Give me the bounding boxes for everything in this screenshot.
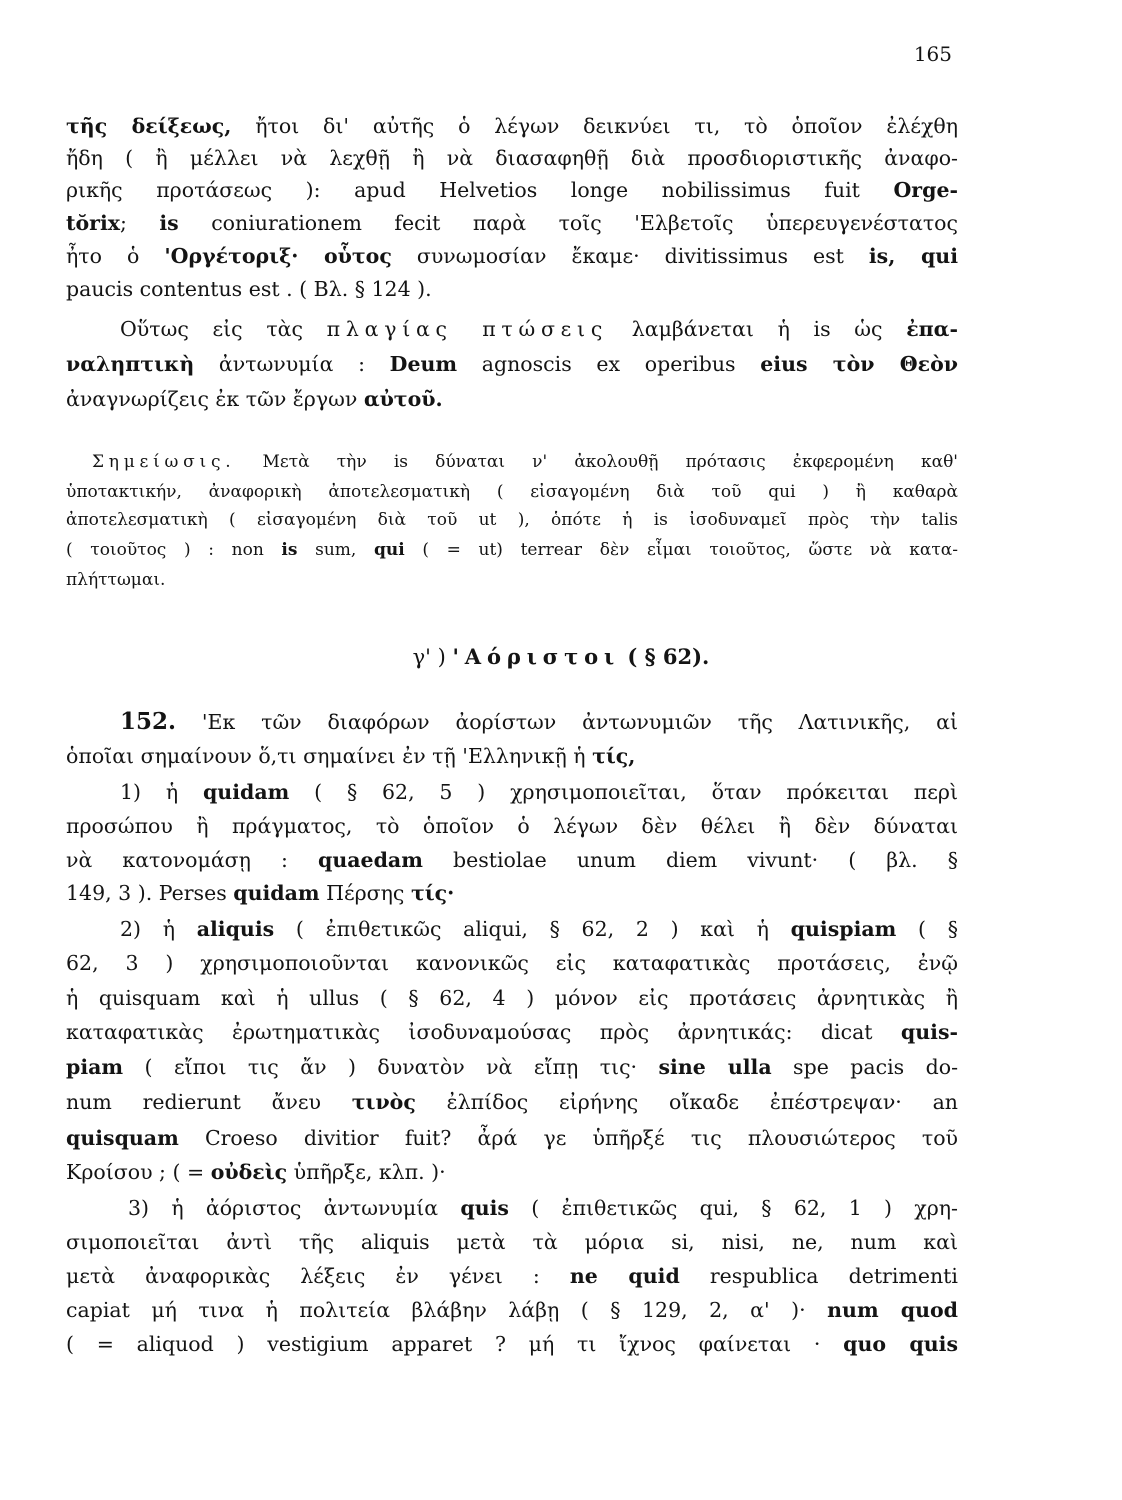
text-line: ρικῆς προτάσεως ): apud Helvetios longe nobilissimus fuit Orge- xyxy=(66,178,958,202)
text-line: 3) ἡ ἀόριστος ἀντωνυμία quis ( ἐπιθετικῶς qui, § 62, 1 ) χρη- xyxy=(128,1196,958,1220)
page-number: 165 xyxy=(913,42,952,66)
text-line: 152. 'Εκ τῶν διαφόρων ἀορίστων ἀντωνυμιῶν τῆς Λατινικῆς, αἱ xyxy=(120,708,958,735)
section-heading: γ' ) 'Αόριστοι ( § 62). xyxy=(412,644,710,669)
text-line: tŏrix; is coniurationem fecit παρὰ τοῖς 'Ελβετοῖς ὑπερευγενέστατος xyxy=(66,211,958,235)
text-line: Οὕτως εἰς τὰς πλαγίας πτώσεις λαμβάνεται ἡ is ὡς ἐπα- xyxy=(120,317,958,341)
note-line: ( τοιοῦτος ) : non is sum, qui ( = ut) terrear δὲν εἶμαι τοιοῦτος, ὥστε νὰ κατα- xyxy=(66,540,958,560)
text-line: Κροίσου ; ( = οὐδεὶς ὑπῆρξε, κλπ. )· xyxy=(66,1160,446,1184)
note-line: πλήττωμαι. xyxy=(66,570,166,590)
text-line: ἡ quisquam καὶ ἡ ullus ( § 62, 4 ) μόνον εἰς προτάσεις ἀρνητικὰς ἢ xyxy=(66,986,958,1010)
note-line: ὑποτακτικήν, ἀναφορικὴ ἀποτελεσματικὴ ( εἰσαγομένη διὰ τοῦ qui ) ἢ καθαρὰ xyxy=(66,482,958,502)
text-line: quisquam Croeso divitior fuit? ἆρά γε ὑπῆρξέ τις πλουσιώτερος τοῦ xyxy=(66,1126,958,1150)
text-line: νὰ κατονομάσῃ : quaedam bestiolae unum diem vivunt· ( βλ. § xyxy=(66,848,958,872)
text-line: ὁποῖαι σημαίνουν ὅ,τι σημαίνει ἐν τῇ 'Ελληνικῇ ἡ τίς, xyxy=(66,744,636,768)
text-line: 1) ἡ quidam ( § 62, 5 ) χρησιμοποιεῖται, ὅταν πρόκειται περὶ xyxy=(120,780,958,804)
text-line: ναληπτικὴ ἀντωνυμία : Deum agnoscis ex operibus eius τὸν Θεὸν xyxy=(66,352,958,376)
text-line: ἤδη ( ἢ μέλλει νὰ λεχθῇ ἢ νὰ διασαφηθῇ διὰ προσδιοριστικῆς ἀναφο- xyxy=(66,146,958,170)
text-line: piam ( εἴποι τις ἄν ) δυνατὸν νὰ εἴπῃ τις· sine ulla spe pacis do- xyxy=(66,1055,959,1079)
text-line: 149, 3 ). Perses quidam Πέρσης τίς· xyxy=(66,881,455,905)
text-line: τῆς δείξεως, ἤτοι δι' αὐτῆς ὁ λέγων δεικνύει τι, τὸ ὁποῖον ἐλέχθη xyxy=(66,114,958,138)
text-line: ( = aliquod ) vestigium apparet ? μή τι ἴχνος φαίνεται · quo quis xyxy=(66,1332,958,1356)
text-line: 2) ἡ aliquis ( ἐπιθετικῶς aliqui, § 62, 2 ) καὶ ἡ quispiam ( § xyxy=(120,917,958,941)
text-line: ἀναγνωρίζεις ἐκ τῶν ἔργων αὐτοῦ. xyxy=(66,387,443,411)
text-line: μετὰ ἀναφορικὰς λέξεις ἐν γένει : ne quid respublica detrimenti xyxy=(66,1264,958,1288)
text-line: 62, 3 ) χρησιμοποιοῦνται κανονικῶς εἰς καταφατικὰς προτάσεις, ἐνῷ xyxy=(66,951,958,975)
text-line: ἦτο ὁ 'Οργέτοριξ· οὗτος συνωμοσίαν ἔκαμε· divitissimus est is, qui xyxy=(66,244,958,268)
text-line: capiat μή τινα ἡ πολιτεία βλάβην λάβῃ ( § 129, 2, α' )· num quod xyxy=(66,1298,958,1322)
text-line: σιμοποιεῖται ἀντὶ τῆς aliquis μετὰ τὰ μόρια si, nisi, ne, num καὶ xyxy=(66,1230,958,1254)
note-line: ἀποτελεσματικὴ ( εἰσαγομένη διὰ τοῦ ut ), ὁπότε ἡ is ἰσοδυναμεῖ πρὸς τὴν talis xyxy=(66,510,958,530)
text-line: paucis contentus est . ( Βλ. § 124 ). xyxy=(66,277,432,301)
note-line: Σημείωσις. Μετὰ τὴν is δύναται ν' ἀκολουθῇ πρότασις ἐκφερομένη καθ' xyxy=(92,452,958,472)
text-line: num redierunt ἄνευ τινὸς ἐλπίδος εἰρήνης οἴκαδε ἐπέστρεψαν· an xyxy=(66,1090,959,1114)
text-line: καταφατικὰς ἐρωτηματικὰς ἰσοδυναμούσας πρὸς ἀρνητικάς: dicat quis- xyxy=(66,1020,958,1044)
text-line: προσώπου ἢ πράγματος, τὸ ὁποῖον ὁ λέγων δὲν θέλει ἢ δὲν δύναται xyxy=(66,814,958,838)
